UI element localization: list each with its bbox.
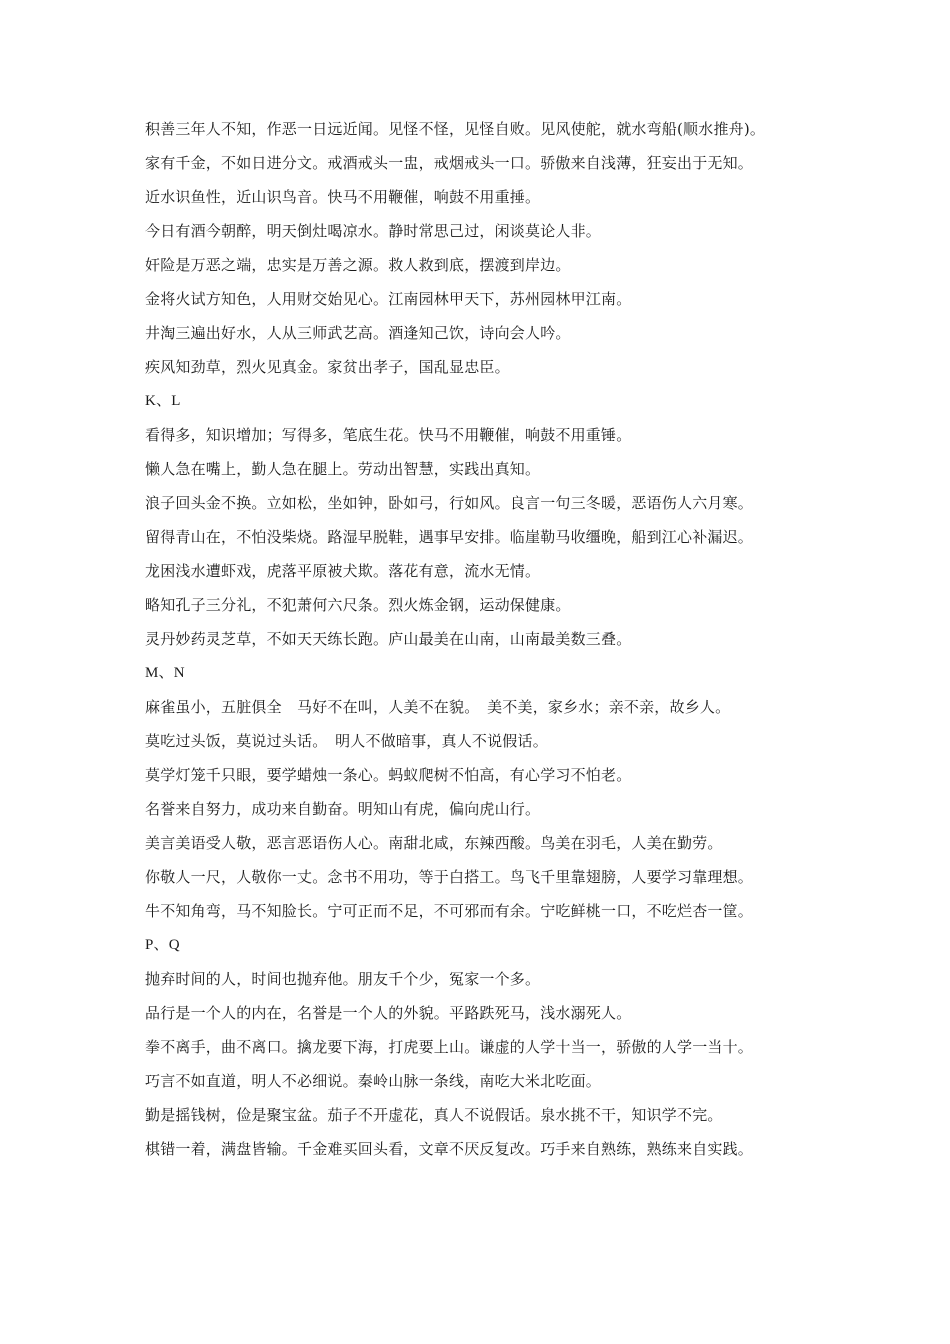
proverb-line: 勤是摇钱树，俭是聚宝盆。茄子不开虚花，真人不说假话。泉水挑不干，知识学不完。 [145, 1106, 723, 1124]
proverb-list [145, 112, 810, 1166]
proverb-line: 近水识鱼性，近山识鸟音。快马不用鞭催，响鼓不用重捶。 [145, 188, 541, 206]
section-heading: M、N [145, 665, 185, 681]
section-heading: K、L [145, 393, 181, 409]
proverb-line: 巧言不如直道，明人不必细说。秦岭山脉一条线，南吃大米北吃面。 [145, 1072, 602, 1090]
proverb-line: 略知孔子三分礼，不犯萧何六尺条。烈火炼金钢，运动保健康。 [145, 596, 571, 614]
proverb-line: 品行是一个人的内在，名誉是一个人的外貌。平路跌死马，浅水溺死人。 [145, 1004, 632, 1022]
proverb-line: 龙困浅水遭虾戏，虎落平原被犬欺。落花有意，流水无情。 [145, 562, 541, 580]
proverb-line: 你敬人一尺，人敬你一丈。念书不用功，等于白搭工。鸟飞千里靠翅膀，人要学习靠理想。 [145, 868, 754, 886]
proverb-line: 美言美语受人敬，恶言恶语伤人心。南甜北咸，东辣西酸。鸟美在羽毛，人美在勤劳。 [145, 834, 723, 852]
proverb-line: 棋错一着，满盘皆输。千金难买回头看，文章不厌反复改。巧手来自熟练，熟练来自实践。 [145, 1140, 754, 1158]
proverb-line: 牛不知角弯，马不知脸长。宁可正而不足，不可邪而有余。宁吃鲜桃一口，不吃烂杏一筐。 [145, 902, 754, 920]
proverb-line: 疾风知劲草，烈火见真金。家贫出孝子，国乱显忠臣。 [145, 358, 510, 376]
section-heading: P、Q [145, 937, 180, 953]
proverb-line: 井淘三遍出好水，人从三师武艺高。酒逢知己饮，诗向会人吟。 [145, 324, 571, 342]
proverb-line: 莫吃过头饭，莫说过头话。 明人不做暗事，真人不说假话。 [145, 732, 548, 750]
proverb-line: 名誉来自努力，成功来自勤奋。明知山有虎，偏向虎山行。 [145, 800, 541, 818]
proverb-line: 抛弃时间的人，时间也抛弃他。朋友千个少，冤家一个多。 [145, 970, 541, 988]
proverb-line: 拳不离手，曲不离口。擒龙要下海，打虎要上山。谦虚的人学十当一，骄傲的人学一当十。 [145, 1038, 754, 1056]
proverb-line: 积善三年人不知，作恶一日远近闻。见怪不怪，见怪自败。见风使舵，就水弯船(顺水推舟)。 [145, 120, 766, 138]
proverb-line: 灵丹妙药灵芝草，不如天天练长跑。庐山最美在山南，山南最美数三叠。 [145, 630, 632, 648]
proverb-line: 莫学灯笼千只眼，要学蜡烛一条心。蚂蚁爬树不怕高，有心学习不怕老。 [145, 766, 632, 784]
proverb-line: 今日有酒今朝醉，明天倒灶喝凉水。静时常思己过，闲谈莫论人非。 [145, 222, 602, 240]
proverb-line: 奸险是万恶之端，忠实是万善之源。救人救到底，摆渡到岸边。 [145, 256, 571, 274]
proverb-line: 留得青山在，不怕没柴烧。路湿早脱鞋，遇事早安排。临崖勒马收缰晚，船到江心补漏迟。 [145, 528, 754, 546]
proverb-line: 家有千金，不如日进分文。戒酒戒头一盅，戒烟戒头一口。骄傲来自浅薄，狂妄出于无知。 [145, 154, 754, 172]
proverb-line: 麻雀虽小，五脏俱全 马好不在叫，人美不在貌。 美不美，家乡水；亲不亲，故乡人。 [145, 698, 731, 716]
proverb-line: 看得多，知识增加；写得多，笔底生花。快马不用鞭催，响鼓不用重锤。 [145, 426, 632, 444]
proverb-line: 浪子回头金不换。立如松，坐如钟，卧如弓，行如风。良言一句三冬暖，恶语伤人六月寒。 [145, 494, 754, 512]
proverb-line: 懒人急在嘴上，勤人急在腿上。劳动出智慧，实践出真知。 [145, 460, 541, 478]
proverb-line: 金将火试方知色，人用财交始见心。江南园林甲天下，苏州园林甲江南。 [145, 290, 632, 308]
